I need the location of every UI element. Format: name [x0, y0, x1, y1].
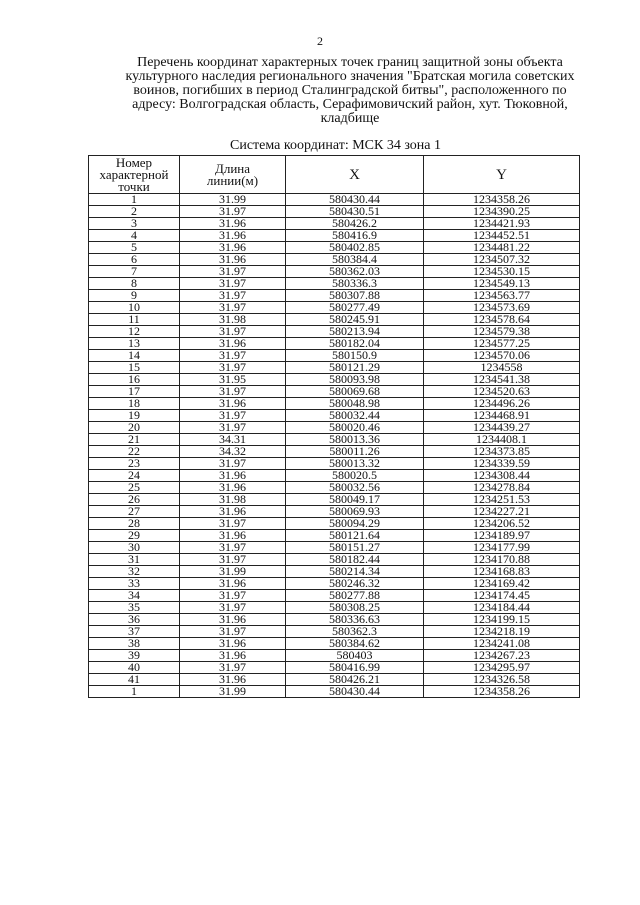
cell-y: 1234507.32 [424, 254, 580, 266]
cell-line-length: 31.96 [180, 254, 286, 266]
cell-x: 580182.04 [286, 338, 424, 350]
coordinates-table [88, 155, 580, 698]
table-row [89, 590, 580, 602]
table-row [89, 242, 580, 254]
cell-y: 1234295.97 [424, 662, 580, 674]
cell-line-length: 31.95 [180, 374, 286, 386]
cell-x: 580426.2 [286, 218, 424, 230]
cell-point-number: 1 [89, 686, 180, 698]
cell-y: 1234578.64 [424, 314, 580, 326]
cell-y: 1234421.93 [424, 218, 580, 230]
cell-x: 580246.32 [286, 578, 424, 590]
table-row [89, 518, 580, 530]
cell-line-length: 31.98 [180, 494, 286, 506]
cell-line-length: 31.97 [180, 554, 286, 566]
table-row [89, 446, 580, 458]
cell-x: 580416.9 [286, 230, 424, 242]
cell-point-number: 38 [89, 638, 180, 650]
cell-x: 580151.27 [286, 542, 424, 554]
cell-y: 1234563.77 [424, 290, 580, 302]
table-row [89, 626, 580, 638]
header-point-number [89, 156, 180, 194]
cell-x: 580032.44 [286, 410, 424, 422]
table-header-row [89, 156, 580, 194]
table-row [89, 650, 580, 662]
title-line: культурного наследия регионального значения "Братская могила советских [125, 69, 575, 84]
cell-line-length: 31.97 [180, 458, 286, 470]
header-line: Длина [214, 160, 251, 176]
table-row [89, 602, 580, 614]
table-row [89, 530, 580, 542]
table-row [89, 662, 580, 674]
table-row [89, 506, 580, 518]
table-body [89, 194, 580, 698]
cell-line-length: 31.97 [180, 410, 286, 422]
cell-y: 1234177.99 [424, 542, 580, 554]
cell-point-number: 1 [89, 194, 180, 206]
header-x: X [286, 156, 424, 194]
cell-line-length: 31.96 [180, 242, 286, 254]
cell-x: 580020.5 [286, 470, 424, 482]
cell-line-length: 31.97 [180, 662, 286, 674]
cell-y: 1234468.91 [424, 410, 580, 422]
cell-y: 1234439.27 [424, 422, 580, 434]
cell-x: 580336.63 [286, 614, 424, 626]
cell-x: 580182.44 [286, 554, 424, 566]
cell-x: 580384.62 [286, 638, 424, 650]
cell-line-length: 34.32 [180, 446, 286, 458]
cell-point-number: 29 [89, 530, 180, 542]
cell-x: 580426.21 [286, 674, 424, 686]
cell-line-length: 31.97 [180, 278, 286, 290]
cell-y: 1234579.38 [424, 326, 580, 338]
title-line: адресу: Волгоградская область, Серафимовичский район, хут. Тюковной, [132, 97, 568, 112]
cell-x: 580121.29 [286, 362, 424, 374]
header-line: точки [118, 178, 150, 194]
cell-line-length: 31.96 [180, 530, 286, 542]
cell-line-length: 31.96 [180, 338, 286, 350]
cell-x: 580307.88 [286, 290, 424, 302]
cell-point-number: 28 [89, 518, 180, 530]
title-line: Перечень координат характерных точек границ защитной зоны объекта [137, 55, 563, 70]
cell-x: 580214.34 [286, 566, 424, 578]
cell-x: 580430.44 [286, 686, 424, 698]
table-row [89, 686, 580, 698]
cell-y: 1234496.26 [424, 398, 580, 410]
cell-line-length: 31.97 [180, 302, 286, 314]
cell-x: 580308.25 [286, 602, 424, 614]
table-row [89, 638, 580, 650]
cell-line-length: 31.96 [180, 470, 286, 482]
table-row [89, 266, 580, 278]
cell-point-number: 18 [89, 398, 180, 410]
cell-y: 1234267.23 [424, 650, 580, 662]
cell-x: 580121.64 [286, 530, 424, 542]
table-row [89, 470, 580, 482]
cell-y: 1234308.44 [424, 470, 580, 482]
cell-x: 580430.51 [286, 206, 424, 218]
cell-y: 1234577.25 [424, 338, 580, 350]
cell-x: 580277.49 [286, 302, 424, 314]
cell-x: 580403 [286, 650, 424, 662]
table-row [89, 614, 580, 626]
cell-x: 580049.17 [286, 494, 424, 506]
cell-point-number: 8 [89, 278, 180, 290]
table-row [89, 542, 580, 554]
cell-y: 1234174.45 [424, 590, 580, 602]
header-y: Y [424, 156, 580, 194]
table-row [89, 278, 580, 290]
cell-x: 580013.36 [286, 434, 424, 446]
cell-y: 1234520.63 [424, 386, 580, 398]
cell-point-number: 7 [89, 266, 180, 278]
cell-point-number: 9 [89, 290, 180, 302]
cell-y: 1234278.84 [424, 482, 580, 494]
cell-x: 580069.68 [286, 386, 424, 398]
cell-line-length: 31.97 [180, 626, 286, 638]
cell-x: 580402.85 [286, 242, 424, 254]
cell-line-length: 31.97 [180, 386, 286, 398]
header-line: Номер [115, 155, 153, 170]
table-row [89, 398, 580, 410]
table-row [89, 422, 580, 434]
cell-point-number: 3 [89, 218, 180, 230]
cell-x: 580277.88 [286, 590, 424, 602]
cell-point-number: 15 [89, 362, 180, 374]
cell-line-length: 31.97 [180, 590, 286, 602]
cell-line-length: 31.99 [180, 566, 286, 578]
coordinate-system-caption: Система координат: МСК 34 зона 1 [230, 138, 442, 153]
cell-point-number: 23 [89, 458, 180, 470]
cell-line-length: 31.96 [180, 506, 286, 518]
table-row [89, 362, 580, 374]
cell-y: 1234339.59 [424, 458, 580, 470]
cell-point-number: 13 [89, 338, 180, 350]
cell-point-number: 19 [89, 410, 180, 422]
cell-x: 580336.3 [286, 278, 424, 290]
cell-y: 1234184.44 [424, 602, 580, 614]
table-row [89, 326, 580, 338]
table-row [89, 314, 580, 326]
cell-point-number: 40 [89, 662, 180, 674]
header-line-length [180, 156, 286, 194]
table-row [89, 254, 580, 266]
cell-point-number: 20 [89, 422, 180, 434]
cell-point-number: 5 [89, 242, 180, 254]
cell-line-length: 31.96 [180, 650, 286, 662]
cell-point-number: 12 [89, 326, 180, 338]
cell-line-length: 31.96 [180, 578, 286, 590]
cell-point-number: 4 [89, 230, 180, 242]
cell-x: 580093.98 [286, 374, 424, 386]
cell-y: 1234241.08 [424, 638, 580, 650]
cell-point-number: 35 [89, 602, 180, 614]
cell-line-length: 31.97 [180, 326, 286, 338]
cell-line-length: 31.97 [180, 266, 286, 278]
cell-point-number: 11 [89, 314, 180, 326]
table-row [89, 302, 580, 314]
cell-x: 580362.03 [286, 266, 424, 278]
cell-line-length: 31.97 [180, 518, 286, 530]
table-row [89, 578, 580, 590]
cell-line-length: 31.99 [180, 194, 286, 206]
cell-line-length: 31.96 [180, 482, 286, 494]
cell-point-number: 39 [89, 650, 180, 662]
cell-point-number: 26 [89, 494, 180, 506]
cell-y: 1234189.97 [424, 530, 580, 542]
cell-y: 1234199.15 [424, 614, 580, 626]
cell-y: 1234251.53 [424, 494, 580, 506]
cell-y: 1234358.26 [424, 686, 580, 698]
cell-line-length: 31.97 [180, 290, 286, 302]
table-row [89, 374, 580, 386]
cell-y: 1234558 [424, 362, 580, 374]
cell-line-length: 34.31 [180, 434, 286, 446]
cell-y: 1234408.1 [424, 434, 580, 446]
cell-y: 1234452.51 [424, 230, 580, 242]
cell-y: 1234168.83 [424, 566, 580, 578]
cell-y: 1234358.26 [424, 194, 580, 206]
cell-point-number: 30 [89, 542, 180, 554]
cell-point-number: 25 [89, 482, 180, 494]
cell-line-length: 31.96 [180, 614, 286, 626]
cell-point-number: 21 [89, 434, 180, 446]
cell-y: 1234169.42 [424, 578, 580, 590]
cell-point-number: 37 [89, 626, 180, 638]
table-row [89, 218, 580, 230]
page-number: 2 [317, 34, 323, 48]
cell-x: 580020.46 [286, 422, 424, 434]
cell-point-number: 33 [89, 578, 180, 590]
table-row [89, 386, 580, 398]
cell-line-length: 31.99 [180, 686, 286, 698]
cell-y: 1234390.25 [424, 206, 580, 218]
header-line: характерной [99, 166, 169, 182]
cell-point-number: 2 [89, 206, 180, 218]
cell-x: 580362.3 [286, 626, 424, 638]
cell-point-number: 6 [89, 254, 180, 266]
table-row [89, 566, 580, 578]
cell-y: 1234170.88 [424, 554, 580, 566]
cell-line-length: 31.96 [180, 398, 286, 410]
cell-x: 580150.9 [286, 350, 424, 362]
cell-x: 580430.44 [286, 194, 424, 206]
cell-point-number: 24 [89, 470, 180, 482]
cell-line-length: 31.97 [180, 602, 286, 614]
cell-x: 580032.56 [286, 482, 424, 494]
cell-point-number: 27 [89, 506, 180, 518]
title-line: кладбище [320, 111, 380, 126]
cell-x: 580048.98 [286, 398, 424, 410]
cell-point-number: 10 [89, 302, 180, 314]
cell-point-number: 16 [89, 374, 180, 386]
table-row [89, 458, 580, 470]
table-row [89, 350, 580, 362]
cell-x: 580245.91 [286, 314, 424, 326]
cell-x: 580213.94 [286, 326, 424, 338]
cell-y: 1234573.69 [424, 302, 580, 314]
cell-y: 1234227.21 [424, 506, 580, 518]
cell-point-number: 14 [89, 350, 180, 362]
cell-point-number: 36 [89, 614, 180, 626]
cell-y: 1234218.19 [424, 626, 580, 638]
cell-point-number: 34 [89, 590, 180, 602]
cell-line-length: 31.98 [180, 314, 286, 326]
title-line: воинов, погибших в период Сталинградской битвы", расположенного по [133, 83, 567, 98]
cell-y: 1234530.15 [424, 266, 580, 278]
cell-x: 580069.93 [286, 506, 424, 518]
table-row [89, 494, 580, 506]
table-row [89, 482, 580, 494]
cell-y: 1234549.13 [424, 278, 580, 290]
header-line: линии(м) [206, 172, 259, 188]
cell-y: 1234326.58 [424, 674, 580, 686]
cell-x: 580013.32 [286, 458, 424, 470]
table-row [89, 434, 580, 446]
cell-line-length: 31.97 [180, 542, 286, 554]
cell-line-length: 31.96 [180, 230, 286, 242]
cell-line-length: 31.97 [180, 350, 286, 362]
table-row [89, 290, 580, 302]
cell-line-length: 31.97 [180, 362, 286, 374]
cell-line-length: 31.97 [180, 206, 286, 218]
table-row [89, 674, 580, 686]
document-title [80, 56, 620, 126]
cell-point-number: 31 [89, 554, 180, 566]
table-row [89, 338, 580, 350]
cell-line-length: 31.96 [180, 674, 286, 686]
table-row [89, 410, 580, 422]
cell-point-number: 17 [89, 386, 180, 398]
cell-x: 580094.29 [286, 518, 424, 530]
table-row [89, 554, 580, 566]
cell-line-length: 31.96 [180, 218, 286, 230]
cell-x: 580011.26 [286, 446, 424, 458]
table-row [89, 230, 580, 242]
cell-point-number: 22 [89, 446, 180, 458]
cell-y: 1234206.52 [424, 518, 580, 530]
cell-line-length: 31.97 [180, 422, 286, 434]
cell-y: 1234481.22 [424, 242, 580, 254]
table-row [89, 206, 580, 218]
cell-point-number: 41 [89, 674, 180, 686]
cell-y: 1234541.38 [424, 374, 580, 386]
cell-y: 1234373.85 [424, 446, 580, 458]
cell-y: 1234570.06 [424, 350, 580, 362]
cell-x: 580384.4 [286, 254, 424, 266]
cell-x: 580416.99 [286, 662, 424, 674]
cell-point-number: 32 [89, 566, 180, 578]
cell-line-length: 31.96 [180, 638, 286, 650]
table-row [89, 194, 580, 206]
